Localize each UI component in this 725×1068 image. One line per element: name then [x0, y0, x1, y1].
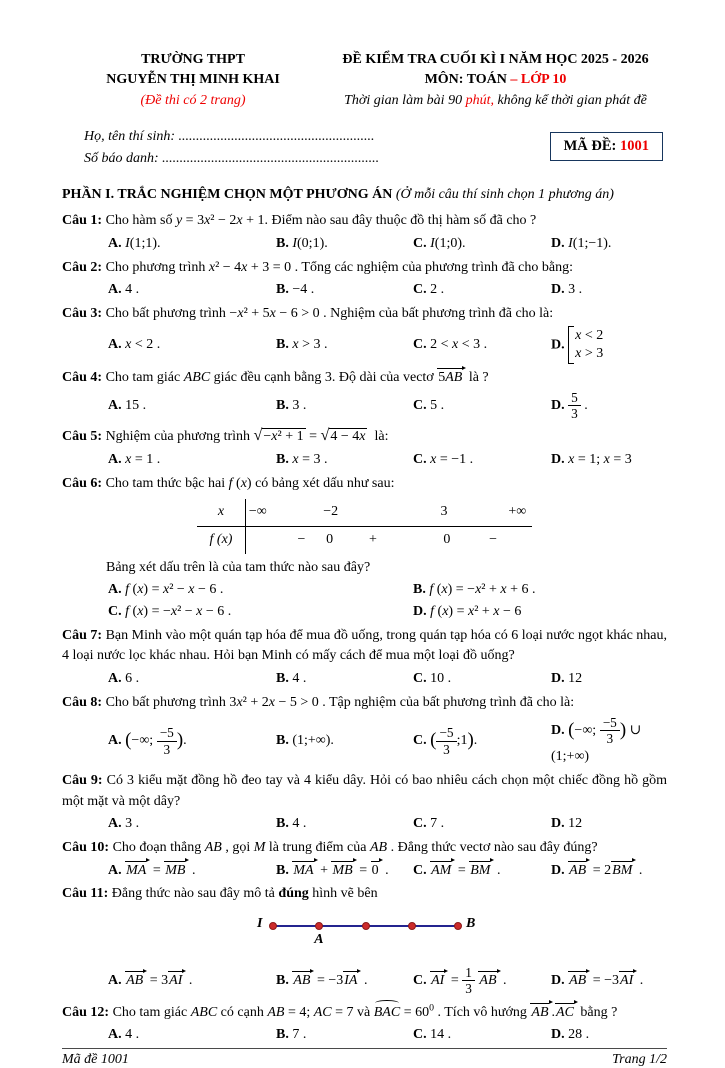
- option-D: [551, 860, 667, 882]
- option-letter: D.: [551, 722, 565, 738]
- option-content: 3 .: [288, 397, 307, 413]
- section-title: [62, 185, 667, 205]
- question-number: Câu 4:: [62, 370, 103, 386]
- exam-header: [62, 50, 667, 111]
- option-D: [413, 601, 667, 623]
- sign-table-cell: −2: [323, 504, 339, 520]
- point-dot: [454, 922, 462, 930]
- option-content: AI = $\frac{1}{3}$ AB .: [431, 965, 507, 997]
- question-7: [62, 626, 667, 690]
- option-letter: A.: [108, 235, 122, 251]
- label-A: A: [314, 932, 324, 948]
- option-D: [551, 326, 667, 364]
- question-text: [62, 626, 667, 667]
- option-letter: C.: [413, 816, 427, 832]
- option-C: [108, 601, 413, 623]
- option-content: x > 3 .: [292, 337, 328, 353]
- option-C: [413, 395, 551, 417]
- option-letter: A.: [108, 862, 122, 878]
- options-row: [62, 715, 667, 768]
- question-text: [62, 693, 667, 714]
- subject-prefix: MÔN: TOÁN: [424, 72, 511, 88]
- option-B: [413, 579, 667, 601]
- option-content: x = −1 .: [430, 452, 474, 468]
- question-number: Câu 3:: [62, 306, 103, 322]
- option-letter: C.: [413, 733, 427, 749]
- option-content: x < 2 x > 3: [565, 337, 606, 352]
- sign-table-cell: 0: [326, 532, 334, 548]
- option-letter: B.: [276, 1027, 289, 1043]
- question-number: Câu 9:: [62, 772, 103, 788]
- question-number: Câu 2:: [62, 259, 103, 275]
- option-letter: D.: [551, 973, 565, 989]
- sign-table-cell: −: [297, 532, 306, 548]
- sign-table-row: [197, 527, 532, 554]
- student-name-label: Họ, tên thí sinh:: [84, 128, 179, 144]
- subject-grade: – LỚP 10: [510, 72, 567, 88]
- option-D: [551, 279, 667, 301]
- option-A: [108, 334, 276, 356]
- option-content: 14 .: [426, 1027, 452, 1043]
- option-letter: A.: [108, 337, 122, 353]
- student-name-line: [84, 126, 379, 148]
- pages-note: (Đề thi có 2 trang): [140, 92, 246, 108]
- school-block: [62, 50, 324, 111]
- option-letter: D.: [551, 1027, 565, 1043]
- question-text: [62, 304, 667, 325]
- option-content: 4 .: [121, 1027, 140, 1043]
- option-letter: A.: [108, 973, 122, 989]
- option-B: [276, 279, 413, 301]
- time-prefix: Thời gian làm bài 90: [344, 92, 466, 108]
- option-letter: D.: [551, 282, 565, 298]
- option-letter: A.: [108, 582, 122, 598]
- question-4: [62, 367, 667, 421]
- option-B: [276, 970, 413, 992]
- question-statement: Cho đoạn thẳng AB , gọi M là trung điểm của AB . Đẳng thức vectơ nào sau đây đúng?: [109, 839, 598, 855]
- option-content: 3 .: [121, 816, 140, 832]
- option-letter: B.: [276, 452, 289, 468]
- question-statement: Đẳng thức nào sau đây mô tả đúng hình vẽ bên: [108, 886, 378, 902]
- exam-code-value: 1001: [620, 137, 649, 154]
- option-content: AB = 2BM .: [565, 863, 643, 878]
- sign-table-cell: −∞: [248, 504, 267, 520]
- question-8: [62, 693, 667, 768]
- option-B: [276, 730, 413, 752]
- time-minutes: phút,: [465, 92, 494, 108]
- option-content: x < 2 .: [125, 337, 161, 353]
- school-name-line1: TRƯỜNG THPT: [141, 52, 245, 67]
- question-11: [62, 884, 667, 996]
- exam-code-label: MÃ ĐỀ:: [563, 137, 620, 154]
- question-1: [62, 211, 667, 254]
- option-content: x = 1; x = 3: [568, 452, 632, 468]
- option-letter: A.: [108, 397, 122, 413]
- options-row: [62, 326, 667, 364]
- option-content: 3 .: [564, 282, 583, 298]
- option-letter: D.: [551, 671, 565, 687]
- option-content: 15 .: [121, 397, 147, 413]
- question-statement: Cho phương trình x² − 4x + 3 = 0 . Tổng các nghiệm của phương trình đã cho bằng:: [102, 259, 573, 275]
- option-D: [551, 668, 667, 690]
- footer-page-number: Trang 1/2: [612, 1052, 667, 1068]
- option-A: [108, 725, 276, 757]
- option-letter: D.: [551, 235, 565, 251]
- option-content: AB = −3IA .: [289, 973, 368, 988]
- segment-figure: [257, 916, 476, 949]
- question-statement: Cho tam giác ABC giác đều cạnh bằng 3. Độ dài của vectơ 5AB là ?: [102, 370, 489, 385]
- questions-list: [62, 208, 667, 1048]
- option-content: f (x) = −x² − x − 6 .: [125, 604, 232, 620]
- question-text: [62, 474, 667, 495]
- page-footer: [62, 1048, 667, 1068]
- student-id-blank: ..............................................................: [162, 151, 380, 167]
- sign-table-cells: [246, 527, 532, 554]
- time-suffix: không kể thời gian phát đề: [493, 92, 647, 108]
- option-content: 28 .: [564, 1027, 590, 1043]
- options-row: [62, 233, 667, 255]
- option-content: f (x) = −x² + x + 6 .: [429, 582, 536, 598]
- option-D: [551, 970, 667, 992]
- option-letter: A.: [108, 816, 122, 832]
- option-content: I(1;0).: [430, 235, 466, 251]
- sign-table-cell: −: [489, 532, 497, 548]
- question-6: [62, 474, 667, 623]
- option-content: I(1;1).: [125, 235, 161, 251]
- option-C: [413, 1024, 551, 1046]
- question-text: [62, 367, 667, 389]
- option-A: [108, 860, 276, 882]
- option-A: [108, 1024, 276, 1046]
- option-D: [551, 715, 667, 768]
- option-D: [551, 233, 667, 255]
- label-I: I: [257, 916, 263, 932]
- option-content: f (x) = x² − x − 6 .: [125, 582, 224, 598]
- option-letter: C.: [413, 452, 427, 468]
- option-A: [108, 579, 413, 601]
- question-number: Câu 5:: [62, 429, 103, 445]
- question-text: [62, 424, 667, 448]
- option-content: AB = 3AI .: [122, 973, 193, 988]
- option-letter: B.: [276, 397, 289, 413]
- option-content: AM = BM .: [427, 863, 501, 878]
- option-letter: B.: [276, 235, 289, 251]
- question-statement: Có 3 kiểu mặt đồng hồ đeo tay và 4 kiểu dây. Hỏi có bao nhiêu cách chọn một chiếc đồng hồ gồm một mặt và một dây?: [62, 772, 667, 809]
- question-text: [62, 211, 667, 232]
- option-content: MA = MB .: [122, 863, 196, 878]
- option-letter: D.: [551, 397, 565, 413]
- option-content: f (x) = x² + x − 6: [430, 604, 522, 620]
- options-row: [62, 390, 667, 422]
- options-row: [62, 279, 667, 301]
- option-B: [276, 668, 413, 690]
- option-content: I(0;1).: [292, 235, 328, 251]
- time-line: [324, 91, 667, 111]
- option-B: [276, 449, 413, 471]
- option-letter: D.: [551, 862, 565, 878]
- sign-table-x-label: x: [197, 499, 246, 526]
- label-B: B: [466, 916, 476, 932]
- sign-table-cells: [246, 499, 532, 526]
- school-name-line2: NGUYỄN THỊ MINH KHAI: [106, 72, 280, 88]
- option-letter: C.: [413, 397, 427, 413]
- option-content: 4 .: [288, 671, 307, 687]
- option-letter: D.: [551, 816, 565, 832]
- option-letter: C.: [413, 235, 427, 251]
- option-C: [413, 279, 551, 301]
- option-letter: A.: [108, 282, 122, 298]
- sign-table-cell: +: [368, 532, 377, 548]
- options-row: [62, 668, 667, 690]
- option-B: [276, 233, 413, 255]
- section-title-text: PHẦN I. TRẮC NGHIỆM CHỌN MỘT PHƯƠNG ÁN: [62, 186, 396, 202]
- option-C: [413, 668, 551, 690]
- option-content: I(1;−1).: [568, 235, 612, 251]
- option-C: [413, 449, 551, 471]
- option-content: $\frac{5}{3}$ .: [565, 398, 588, 413]
- question-number: Câu 12:: [62, 1004, 110, 1020]
- option-letter: A.: [108, 671, 122, 687]
- option-content: 6 .: [121, 671, 140, 687]
- options-row: [62, 860, 667, 882]
- option-A: [108, 233, 276, 255]
- option-content: 4 .: [288, 816, 307, 832]
- question-number: Câu 8:: [62, 694, 103, 710]
- option-content: AB = −3AI .: [565, 973, 644, 988]
- subject-line: [324, 70, 667, 90]
- option-content: 12: [564, 671, 583, 687]
- option-C: [413, 965, 551, 997]
- option-A: [108, 449, 276, 471]
- option-content: 10 .: [426, 671, 452, 687]
- option-letter: B.: [276, 973, 289, 989]
- sign-table: [197, 499, 532, 554]
- question-12: [62, 1000, 667, 1046]
- option-content: MA + MB = 0 .: [289, 863, 389, 878]
- question-number: Câu 11:: [62, 886, 109, 902]
- option-A: [108, 970, 276, 992]
- exam-title-block: [324, 50, 667, 111]
- option-letter: B.: [276, 816, 289, 832]
- question-number: Câu 7:: [62, 627, 103, 643]
- student-info-row: [62, 126, 667, 171]
- options-row: [62, 1024, 667, 1046]
- question-10: [62, 838, 667, 881]
- option-letter: B.: [276, 282, 289, 298]
- student-name-blank: ........................................................: [178, 128, 375, 144]
- sign-table-fx-label: f (x): [197, 527, 246, 554]
- question-subtext: Bảng xét dấu trên là của tam thức nào sau đây?: [106, 559, 371, 575]
- question-3: [62, 304, 667, 364]
- sign-table-cell: 3: [440, 504, 448, 520]
- option-D: [551, 390, 667, 422]
- question-number: Câu 6:: [62, 475, 103, 491]
- options-row: [62, 965, 667, 997]
- option-B: [276, 1024, 413, 1046]
- question-statement: Cho tam giác ABC có cạnh AB = 4; AC = 7 và BAC = $60^0$ . Tích vô hướng AB .AC bằng ?: [109, 1005, 617, 1020]
- option-letter: C.: [413, 973, 427, 989]
- point-dot: [315, 922, 323, 930]
- question-statement: Cho tam thức bậc hai f (x) có bảng xét dấu như sau:: [102, 475, 395, 491]
- options-row: [62, 579, 667, 622]
- option-C: [413, 334, 551, 356]
- student-id-line: [84, 148, 379, 170]
- option-letter: B.: [276, 733, 289, 749]
- option-letter: C.: [413, 862, 427, 878]
- option-letter: D.: [551, 337, 565, 353]
- point-dot: [362, 922, 370, 930]
- option-letter: A.: [108, 1027, 122, 1043]
- option-content: 12: [564, 816, 583, 832]
- options-row: [62, 813, 667, 835]
- option-letter: D.: [413, 604, 427, 620]
- option-B: [276, 395, 413, 417]
- option-content: −4 .: [288, 282, 315, 298]
- option-A: [108, 279, 276, 301]
- footer-row: [62, 1049, 667, 1068]
- question-text: [62, 884, 667, 905]
- option-content: (−∞; $\frac{-5}{3}$ ) ∪ (1;+∞): [551, 714, 642, 765]
- question-2: [62, 258, 667, 301]
- option-letter: C.: [413, 337, 427, 353]
- question-statement: Cho bất phương trình 3x² + 2x − 5 > 0 . Tập nghiệm của bất phương trình đã cho là:: [102, 694, 575, 710]
- option-C: [413, 860, 551, 882]
- section-title-note: (Ở mỗi câu thí sinh chọn 1 phương án): [395, 186, 614, 202]
- option-content: 7 .: [426, 816, 445, 832]
- sign-table-cell: +∞: [508, 504, 527, 520]
- question-5: [62, 424, 667, 471]
- option-letter: C.: [413, 671, 427, 687]
- option-B: [276, 334, 413, 356]
- student-info: [84, 126, 379, 171]
- option-letter: C.: [108, 604, 122, 620]
- student-id-label: Số báo danh:: [84, 151, 163, 167]
- option-content: 5 .: [426, 397, 445, 413]
- option-letter: D.: [551, 452, 565, 468]
- option-D: [551, 1024, 667, 1046]
- option-content: ( $\frac{-5}{3}$ ;1).: [430, 725, 478, 757]
- option-A: [108, 395, 276, 417]
- option-content: 2 .: [426, 282, 445, 298]
- option-C: [413, 813, 551, 835]
- option-letter: B.: [276, 862, 289, 878]
- option-B: [276, 860, 413, 882]
- option-D: [551, 449, 667, 471]
- question-number: Câu 10:: [62, 839, 110, 855]
- option-B: [276, 813, 413, 835]
- question-text: [62, 838, 667, 859]
- exam-title: ĐỀ KIỂM TRA CUỐI KÌ I NĂM HỌC 2025 - 2026: [342, 52, 649, 67]
- option-content: (−∞; $\frac{-5}{3}$ ).: [125, 725, 187, 757]
- question-statement: Cho bất phương trình −x² + 5x − 6 > 0 . Nghiệm của bất phương trình đã cho là:: [102, 306, 554, 322]
- question-number: Câu 1:: [62, 213, 103, 229]
- option-letter: A.: [108, 452, 122, 468]
- question-9: [62, 771, 667, 835]
- option-content: 2 < x < 3 .: [426, 337, 488, 353]
- question-text: [62, 771, 667, 812]
- question-text: [62, 258, 667, 279]
- option-content: (1;+∞).: [288, 733, 334, 749]
- footer-exam-code: Mã đề 1001: [62, 1052, 129, 1068]
- option-content: x = 1 .: [125, 452, 161, 468]
- question-statement: Nghiệm của phương trình √−x² + 1 = √4 − 4x là:: [102, 427, 389, 445]
- option-C: [413, 233, 551, 255]
- option-letter: B.: [413, 582, 426, 598]
- sign-table-cell: 0: [443, 532, 451, 548]
- option-content: 4 .: [121, 282, 140, 298]
- option-C: [413, 725, 551, 757]
- point-dot: [269, 922, 277, 930]
- option-content: x = 3 .: [292, 452, 328, 468]
- sign-table-row: [197, 499, 532, 527]
- option-letter: B.: [276, 337, 289, 353]
- option-D: [551, 813, 667, 835]
- question-statement: Cho hàm số y = 3x² − 2x + 1. Điểm nào sau đây thuộc đồ thị hàm số đã cho ?: [102, 213, 537, 229]
- option-letter: B.: [276, 671, 289, 687]
- option-letter: C.: [413, 282, 427, 298]
- point-dot: [408, 922, 416, 930]
- option-A: [108, 668, 276, 690]
- question-statement: Bạn Minh vào một quán tạp hóa để mua đồ uống, trong quán tạp hóa có 6 loại nước ngọt khác nhau, 4 loại nước lọc khác nhau. Hỏi bạn Minh có mấy cách để mua một loại đồ uống?: [62, 627, 668, 664]
- exam-code-box: [550, 132, 663, 161]
- question-text: [62, 1000, 667, 1024]
- option-letter: A.: [108, 733, 122, 749]
- option-content: 7 .: [288, 1027, 307, 1043]
- option-A: [108, 813, 276, 835]
- options-row: [62, 449, 667, 471]
- option-letter: C.: [413, 1027, 427, 1043]
